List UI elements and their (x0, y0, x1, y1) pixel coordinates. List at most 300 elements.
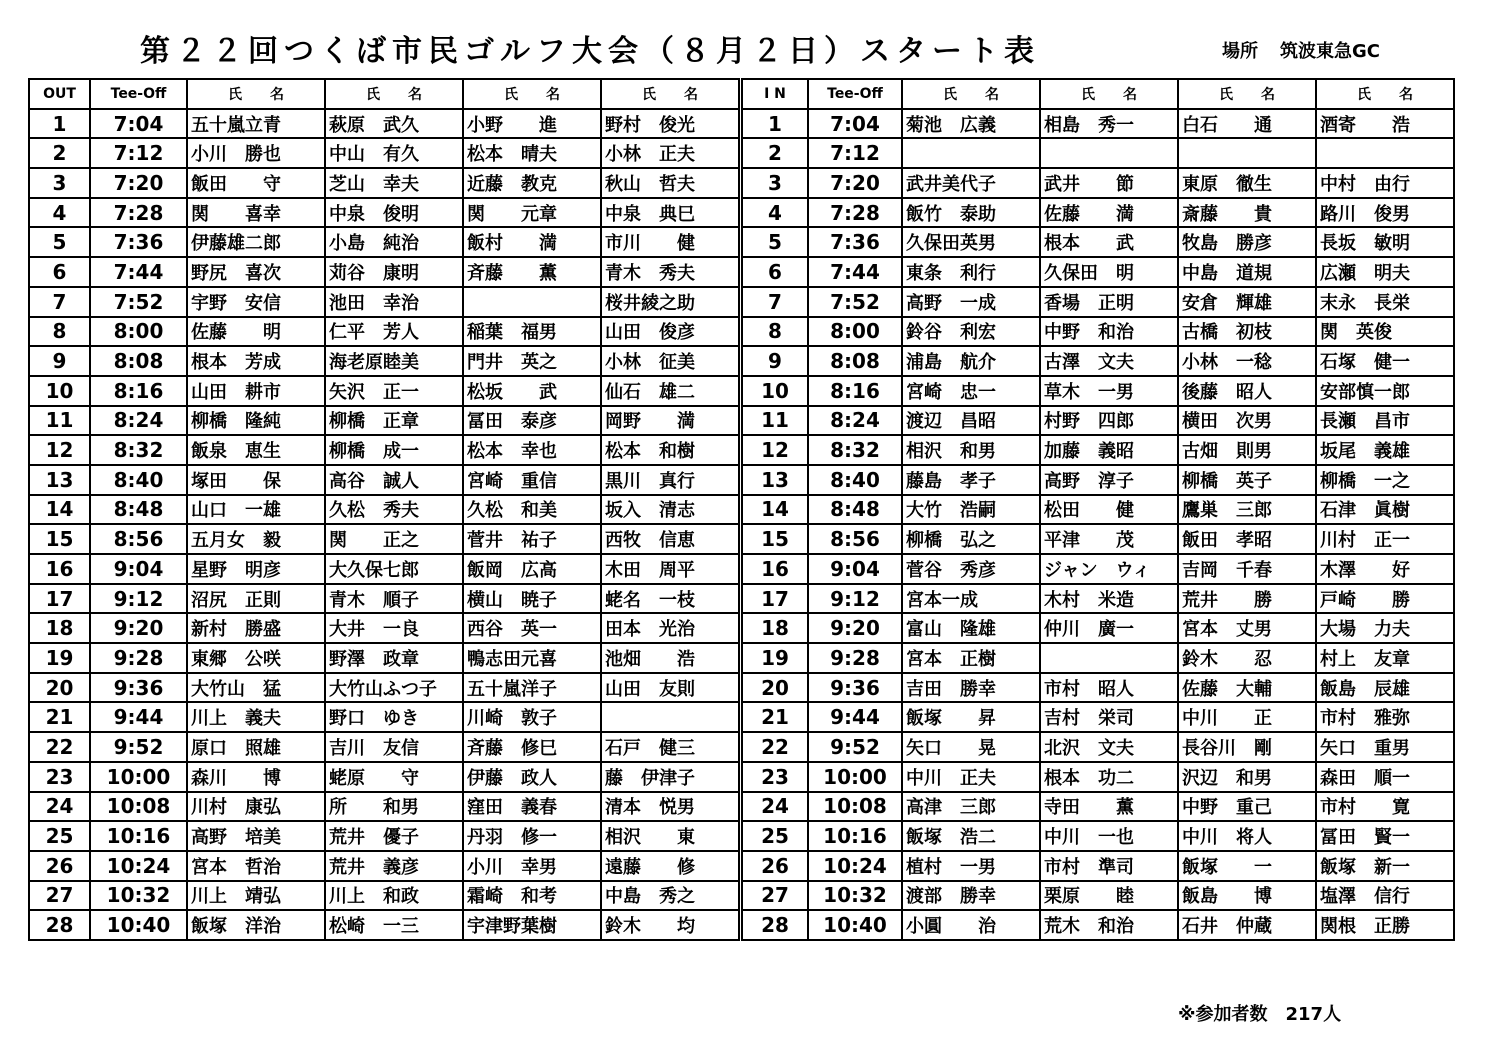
player-name: 田本 光治 (601, 613, 739, 643)
player-name: 中村 由行 (1316, 168, 1454, 198)
tee-off-time: 10:24 (90, 851, 187, 881)
player-name: 飯田 守 (187, 168, 325, 198)
page-title: 第２２回つくば市民ゴルフ大会（８月２日）スタート表 (140, 34, 1040, 69)
out-number-header: OUT (29, 79, 90, 109)
player-name: 吉川 友信 (325, 732, 463, 762)
table-row (742, 881, 1454, 911)
tee-off-time: 7:44 (90, 257, 187, 287)
player-name: 小圓 治 (902, 910, 1040, 940)
table-row (742, 346, 1454, 376)
tee-off-time: 9:36 (808, 673, 902, 703)
player-name: 鷹巣 三郎 (1178, 495, 1316, 525)
player-name: 稲葉 福男 (463, 317, 601, 347)
player-name: 中泉 俊明 (325, 198, 463, 228)
player-name: 川村 康弘 (187, 792, 325, 822)
tee-off-time: 8:56 (90, 524, 187, 554)
player-name: 柳橋 英子 (1178, 465, 1316, 495)
in-header-row (742, 79, 1454, 109)
player-name: 萩原 武久 (325, 109, 463, 139)
player-name: 坂尾 義雄 (1316, 435, 1454, 465)
player-name: 牧島 勝彦 (1178, 227, 1316, 257)
table-row (29, 673, 739, 703)
player-name: 東条 利行 (902, 257, 1040, 287)
tee-off-time: 8:08 (90, 346, 187, 376)
player-name: 川上 和政 (325, 881, 463, 911)
venue-name: 筑波東急GC (1280, 41, 1380, 62)
tee-off-time: 7:52 (808, 287, 902, 317)
player-name: 川崎 敦子 (463, 702, 601, 732)
player-name: 桜井綾之助 (601, 287, 739, 317)
player-name: 鈴木 忍 (1178, 643, 1316, 673)
name-header: 氏 名 (325, 79, 463, 109)
player-name: 宮本一成 (902, 584, 1040, 614)
player-name: 川上 義夫 (187, 702, 325, 732)
player-name: 冨田 泰彦 (463, 406, 601, 436)
group-number: 15 (29, 524, 90, 554)
player-name: 宮崎 忠一 (902, 376, 1040, 406)
player-name: 小林 一稔 (1178, 346, 1316, 376)
tee-off-time: 8:08 (808, 346, 902, 376)
player-name: 相沢 和男 (902, 435, 1040, 465)
tee-off-time: 7:52 (90, 287, 187, 317)
group-number: 11 (742, 406, 808, 436)
group-number: 9 (742, 346, 808, 376)
group-number: 17 (29, 584, 90, 614)
player-name: 松坂 武 (463, 376, 601, 406)
table-row (29, 584, 739, 614)
player-name: 黒川 真行 (601, 465, 739, 495)
player-name: 市村 雅弥 (1316, 702, 1454, 732)
group-number: 24 (29, 792, 90, 822)
player-name: 関 英俊 (1316, 317, 1454, 347)
player-name: 中島 秀之 (601, 881, 739, 911)
player-name: 木澤 好 (1316, 554, 1454, 584)
player-name: 沢辺 和男 (1178, 762, 1316, 792)
group-number: 12 (29, 435, 90, 465)
player-name: 斎藤 貴 (1178, 198, 1316, 228)
tee-off-time: 8:40 (90, 465, 187, 495)
tee-off-header: Tee-Off (90, 79, 187, 109)
tee-off-time: 7:12 (90, 138, 187, 168)
tee-off-time: 7:04 (808, 109, 902, 139)
tee-off-time: 10:40 (90, 910, 187, 940)
player-name: 宮崎 重信 (463, 465, 601, 495)
player-name: 坂入 清志 (601, 495, 739, 525)
player-name: 富山 隆雄 (902, 613, 1040, 643)
table-row (742, 673, 1454, 703)
player-name: 苅谷 康明 (325, 257, 463, 287)
player-name: 安倉 輝雄 (1178, 287, 1316, 317)
player-name: 飯村 満 (463, 227, 601, 257)
player-name: 海老原睦美 (325, 346, 463, 376)
player-name: 久保田 明 (1040, 257, 1178, 287)
player-name: 古澤 文夫 (1040, 346, 1178, 376)
player-name: 飯島 博 (1178, 881, 1316, 911)
table-row (29, 702, 739, 732)
player-name: 村上 友章 (1316, 643, 1454, 673)
player-name: 中山 有久 (325, 138, 463, 168)
table-row (29, 168, 739, 198)
player-name: 清本 悦男 (601, 792, 739, 822)
group-number: 12 (742, 435, 808, 465)
group-number: 8 (742, 317, 808, 347)
group-number: 10 (742, 376, 808, 406)
player-name: 星野 明彦 (187, 554, 325, 584)
group-number: 3 (742, 168, 808, 198)
player-name: 平津 茂 (1040, 524, 1178, 554)
player-name: 高野 培美 (187, 821, 325, 851)
player-name: 宇野 安信 (187, 287, 325, 317)
player-name (1040, 643, 1178, 673)
player-name: 遠藤 修 (601, 851, 739, 881)
player-name: 沼尻 正則 (187, 584, 325, 614)
player-name: 野口 ゆき (325, 702, 463, 732)
player-name: 大久保七郎 (325, 554, 463, 584)
table-row (29, 198, 739, 228)
player-name: 山口 一雄 (187, 495, 325, 525)
player-name: 吉岡 千春 (1178, 554, 1316, 584)
player-name: ジャン ウィ (1040, 554, 1178, 584)
player-name: 飯塚 浩二 (902, 821, 1040, 851)
table-row (742, 792, 1454, 822)
player-name: 高谷 誠人 (325, 465, 463, 495)
player-name: 久松 秀夫 (325, 495, 463, 525)
player-name: 大竹 浩嗣 (902, 495, 1040, 525)
player-name: 大竹山 猛 (187, 673, 325, 703)
player-name: 市村 昭人 (1040, 673, 1178, 703)
group-number: 18 (742, 613, 808, 643)
tee-off-time: 10:24 (808, 851, 902, 881)
in-number-header: I N (742, 79, 808, 109)
tee-off-time: 9:52 (90, 732, 187, 762)
tee-off-time: 9:52 (808, 732, 902, 762)
player-name: 石戸 健三 (601, 732, 739, 762)
tee-off-time: 9:12 (90, 584, 187, 614)
in-start-table (741, 78, 1455, 941)
player-name: 中泉 典巳 (601, 198, 739, 228)
player-name: 長谷川 剛 (1178, 732, 1316, 762)
player-name: 矢口 重男 (1316, 732, 1454, 762)
player-name: 塚田 保 (187, 465, 325, 495)
table-row (29, 910, 739, 940)
player-name: 小林 征美 (601, 346, 739, 376)
tee-off-time: 8:32 (90, 435, 187, 465)
player-name: 飯塚 新一 (1316, 851, 1454, 881)
player-name: 中川 一也 (1040, 821, 1178, 851)
tee-off-time: 7:28 (808, 198, 902, 228)
player-name: 鈴谷 利宏 (902, 317, 1040, 347)
player-name: 青木 秀夫 (601, 257, 739, 287)
group-number: 23 (29, 762, 90, 792)
tee-off-header: Tee-Off (808, 79, 902, 109)
name-header: 氏 名 (1178, 79, 1316, 109)
player-name: 柳橋 弘之 (902, 524, 1040, 554)
player-name: 高野 一成 (902, 287, 1040, 317)
player-name: 藤島 孝子 (902, 465, 1040, 495)
player-name: 相島 秀一 (1040, 109, 1178, 139)
group-number: 2 (29, 138, 90, 168)
player-name: 石塚 健一 (1316, 346, 1454, 376)
group-number: 16 (29, 554, 90, 584)
player-name: 大井 一良 (325, 613, 463, 643)
player-name: 秋山 哲夫 (601, 168, 739, 198)
player-name: 中川 正夫 (902, 762, 1040, 792)
player-name: 山田 耕市 (187, 376, 325, 406)
player-name: 長瀬 昌市 (1316, 406, 1454, 436)
player-name: 石津 眞樹 (1316, 495, 1454, 525)
player-name: 池畑 浩 (601, 643, 739, 673)
player-name: 柳橋 正章 (325, 406, 463, 436)
player-name: 飯塚 一 (1178, 851, 1316, 881)
group-number: 26 (29, 851, 90, 881)
player-name: 市村 準司 (1040, 851, 1178, 881)
player-name: 小川 幸男 (463, 851, 601, 881)
tee-off-time: 10:32 (90, 881, 187, 911)
group-number: 27 (742, 881, 808, 911)
player-name (601, 702, 739, 732)
player-name: 香場 正明 (1040, 287, 1178, 317)
player-name: 吉田 勝幸 (902, 673, 1040, 703)
table-row (29, 376, 739, 406)
group-number: 14 (29, 495, 90, 525)
group-number: 1 (742, 109, 808, 139)
table-row (742, 257, 1454, 287)
player-name: 佐藤 満 (1040, 198, 1178, 228)
player-name: 末永 長栄 (1316, 287, 1454, 317)
table-row (29, 138, 739, 168)
player-name: 東郷 公咲 (187, 643, 325, 673)
player-name: 菅谷 秀彦 (902, 554, 1040, 584)
group-number: 21 (29, 702, 90, 732)
player-name (1316, 138, 1454, 168)
group-number: 20 (742, 673, 808, 703)
player-name: 長坂 敏明 (1316, 227, 1454, 257)
venue (1222, 38, 1402, 66)
tee-off-time: 7:20 (808, 168, 902, 198)
name-header: 氏 名 (463, 79, 601, 109)
table-row (29, 317, 739, 347)
table-row (29, 851, 739, 881)
table-row (29, 406, 739, 436)
tee-off-time: 10:16 (808, 821, 902, 851)
player-name: 柳橋 成一 (325, 435, 463, 465)
group-number: 1 (29, 109, 90, 139)
player-name: 小川 勝也 (187, 138, 325, 168)
group-number: 4 (29, 198, 90, 228)
group-number: 16 (742, 554, 808, 584)
player-name: 荒井 義彦 (325, 851, 463, 881)
group-number: 23 (742, 762, 808, 792)
player-name: 荒木 和治 (1040, 910, 1178, 940)
player-name: 市川 健 (601, 227, 739, 257)
group-number: 26 (742, 851, 808, 881)
player-name: 山田 俊彦 (601, 317, 739, 347)
player-name: 門井 英之 (463, 346, 601, 376)
tee-off-time: 9:04 (808, 554, 902, 584)
player-name: 矢沢 正一 (325, 376, 463, 406)
table-row (742, 584, 1454, 614)
name-header: 氏 名 (1316, 79, 1454, 109)
table-row (742, 168, 1454, 198)
tee-off-time: 10:00 (808, 762, 902, 792)
player-name: 根本 功二 (1040, 762, 1178, 792)
player-name: 久松 和美 (463, 495, 601, 525)
table-row (29, 554, 739, 584)
out-header-row (29, 79, 739, 109)
table-row (29, 287, 739, 317)
player-name: 加藤 義昭 (1040, 435, 1178, 465)
group-number: 13 (742, 465, 808, 495)
player-name: 飯岡 広高 (463, 554, 601, 584)
player-name: 松本 晴夫 (463, 138, 601, 168)
tee-off-time: 7:12 (808, 138, 902, 168)
player-name: 柳橋 一之 (1316, 465, 1454, 495)
tee-off-time: 9:12 (808, 584, 902, 614)
tee-off-time: 8:24 (808, 406, 902, 436)
tee-off-time: 10:00 (90, 762, 187, 792)
player-name: 芝山 幸夫 (325, 168, 463, 198)
player-name: 山田 友則 (601, 673, 739, 703)
participant-count: ※参加者数 217人 (1178, 1004, 1342, 1025)
table-row (29, 792, 739, 822)
player-name: 池田 幸治 (325, 287, 463, 317)
player-name: 伊藤雄二郎 (187, 227, 325, 257)
player-name: 中野 重己 (1178, 792, 1316, 822)
player-name: 矢口 晃 (902, 732, 1040, 762)
player-name: 佐藤 大輔 (1178, 673, 1316, 703)
group-number: 22 (29, 732, 90, 762)
tee-off-time: 8:48 (808, 495, 902, 525)
tee-off-time: 9:04 (90, 554, 187, 584)
table-row (29, 227, 739, 257)
table-row (29, 762, 739, 792)
group-number: 6 (29, 257, 90, 287)
tee-off-time: 9:28 (808, 643, 902, 673)
player-name: 野澤 政章 (325, 643, 463, 673)
player-name: 安部慎一郎 (1316, 376, 1454, 406)
table-row (742, 613, 1454, 643)
player-name: 青木 順子 (325, 584, 463, 614)
player-name: 五十嵐洋子 (463, 673, 601, 703)
name-header: 氏 名 (601, 79, 739, 109)
tee-off-time: 7:36 (90, 227, 187, 257)
group-number: 6 (742, 257, 808, 287)
player-name: 冨田 賢一 (1316, 821, 1454, 851)
player-name: 荒井 勝 (1178, 584, 1316, 614)
player-name: 横山 暁子 (463, 584, 601, 614)
player-name: 宮本 丈男 (1178, 613, 1316, 643)
tee-off-time: 8:00 (90, 317, 187, 347)
player-name: 塩澤 信行 (1316, 881, 1454, 911)
table-row (29, 643, 739, 673)
tee-off-time: 9:44 (90, 702, 187, 732)
group-number: 2 (742, 138, 808, 168)
tee-off-time: 8:00 (808, 317, 902, 347)
player-name: 吉村 栄司 (1040, 702, 1178, 732)
player-name: 荒井 優子 (325, 821, 463, 851)
player-name: 宮本 哲治 (187, 851, 325, 881)
player-name: 小野 進 (463, 109, 601, 139)
group-number: 10 (29, 376, 90, 406)
group-number: 20 (29, 673, 90, 703)
player-name: 大場 力夫 (1316, 613, 1454, 643)
player-name: 森田 順一 (1316, 762, 1454, 792)
player-name: 藤 伊津子 (601, 762, 739, 792)
player-name: 飯泉 恵生 (187, 435, 325, 465)
player-name: 窪田 義春 (463, 792, 601, 822)
venue-label: 場所 (1222, 41, 1258, 62)
group-number: 21 (742, 702, 808, 732)
player-name: 大竹山ふつ子 (325, 673, 463, 703)
player-name: 野尻 喜次 (187, 257, 325, 287)
player-name: 野村 俊光 (601, 109, 739, 139)
group-number: 14 (742, 495, 808, 525)
player-name: 松田 健 (1040, 495, 1178, 525)
group-number: 25 (742, 821, 808, 851)
table-row (742, 643, 1454, 673)
group-number: 9 (29, 346, 90, 376)
group-number: 19 (742, 643, 808, 673)
group-number: 4 (742, 198, 808, 228)
group-number: 25 (29, 821, 90, 851)
table-row (742, 227, 1454, 257)
group-number: 11 (29, 406, 90, 436)
player-name: 久保田英男 (902, 227, 1040, 257)
tee-off-time: 8:40 (808, 465, 902, 495)
table-row (742, 465, 1454, 495)
player-name: 小島 純治 (325, 227, 463, 257)
tee-off-time: 9:44 (808, 702, 902, 732)
group-number: 18 (29, 613, 90, 643)
player-name: 飯竹 泰助 (902, 198, 1040, 228)
player-name: 酒寄 浩 (1316, 109, 1454, 139)
player-name: 丹羽 修一 (463, 821, 601, 851)
tee-off-time: 8:16 (90, 376, 187, 406)
player-name: 木田 周平 (601, 554, 739, 584)
player-name (902, 138, 1040, 168)
player-name: 北沢 文夫 (1040, 732, 1178, 762)
table-row (742, 762, 1454, 792)
table-row (29, 613, 739, 643)
table-row (29, 346, 739, 376)
table-row (29, 524, 739, 554)
player-name: 後藤 昭人 (1178, 376, 1316, 406)
table-row (742, 376, 1454, 406)
player-name: 関 元章 (463, 198, 601, 228)
player-name: 原口 照雄 (187, 732, 325, 762)
tee-off-time: 8:24 (90, 406, 187, 436)
group-number: 19 (29, 643, 90, 673)
player-name: 蛯原 守 (325, 762, 463, 792)
name-header: 氏 名 (187, 79, 325, 109)
player-name: 根本 武 (1040, 227, 1178, 257)
player-name: 高津 三郎 (902, 792, 1040, 822)
group-number: 15 (742, 524, 808, 554)
player-name: 森川 博 (187, 762, 325, 792)
player-name: 五十嵐立青 (187, 109, 325, 139)
player-name: 小林 正夫 (601, 138, 739, 168)
tee-off-time: 8:32 (808, 435, 902, 465)
player-name: 松崎 一三 (325, 910, 463, 940)
name-header: 氏 名 (902, 79, 1040, 109)
group-number: 3 (29, 168, 90, 198)
tee-off-time: 9:20 (808, 613, 902, 643)
table-row (742, 910, 1454, 940)
table-row (742, 435, 1454, 465)
tee-off-time: 10:08 (90, 792, 187, 822)
group-number: 8 (29, 317, 90, 347)
table-row (742, 851, 1454, 881)
